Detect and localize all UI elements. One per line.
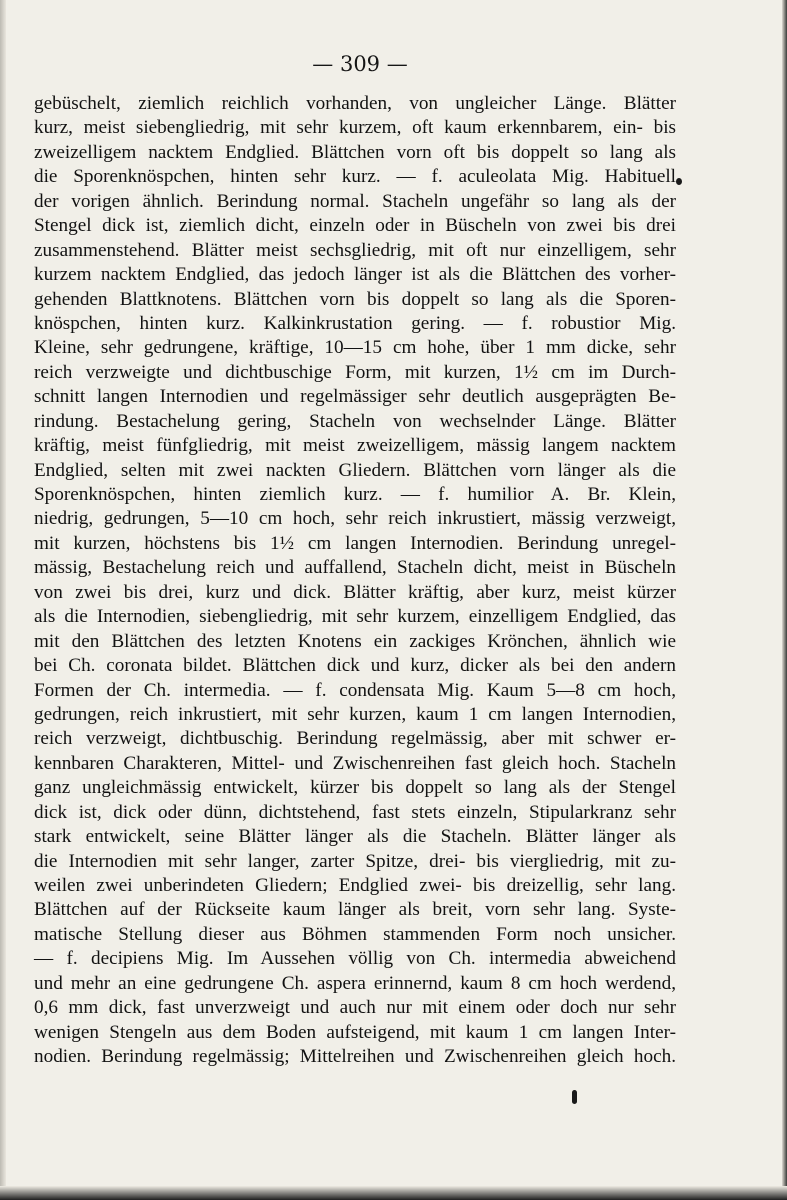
text-line: gehenden Blattknotens. Blättchen vorn bis doppelt so lang als die Sporen- bbox=[34, 288, 676, 310]
text-line: Formen der Ch. intermedia. — f. condensata Mig. Kaum 5—8 cm hoch, bbox=[34, 679, 676, 701]
text-line: zusammenstehend. Blätter meist sechsgliedrig, mit oft nur einzelligem, sehr bbox=[34, 239, 676, 261]
text-line: nodien. Berindung regelmässig; Mittelreihen und Zwischenreihen gleich hoch. bbox=[34, 1046, 676, 1068]
text-line: — f. decipiens Mig. Im Aussehen völlig von Ch. intermedia abweichend bbox=[34, 948, 676, 970]
text-line: kurzem nacktem Endglied, das jedoch länger ist als die Blättchen des vorher- bbox=[34, 264, 676, 286]
page-edge-bottom bbox=[0, 1186, 787, 1200]
text-line: stark entwickelt, seine Blätter länger als die Stacheln. Blätter länger als bbox=[34, 826, 676, 848]
ink-speck bbox=[676, 178, 682, 185]
text-line: als die Internodien, siebengliedrig, mit sehr kurzem, einzelligem Endglied, das bbox=[34, 606, 676, 628]
text-line: und mehr an eine gedrungene Ch. aspera erinnernd, kaum 8 cm hoch werdend, bbox=[34, 972, 676, 994]
text-line: weilen zwei unberindeten Gliedern; Endglied zwei- bis dreizellig, sehr lang. bbox=[34, 875, 676, 896]
text-line: mit den Blättchen des letzten Knotens ein zackiges Krönchen, ähnlich wie bbox=[34, 630, 676, 652]
text-line: schnitt langen Internodien und regelmässiger sehr deutlich ausgeprägten Be- bbox=[34, 386, 676, 408]
text-line: mässig, Bestachelung reich und auffallend, Stacheln dicht, meist in Büscheln bbox=[34, 557, 676, 579]
text-line: gedrungen, reich inkrustiert, mit sehr kurzen, kaum 1 cm langen Internodien, bbox=[34, 703, 676, 725]
text-line: Kleine, sehr gedrungene, kräftige, 10—15 cm hohe, über 1 mm dicke, sehr bbox=[34, 337, 676, 359]
text-line: matische Stellung dieser aus Böhmen stammenden Form noch unsicher. bbox=[34, 923, 676, 945]
text-line: wenigen Stengeln aus dem Boden aufsteigend, mit kaum 1 cm langen Inter- bbox=[34, 1021, 676, 1043]
text-line: kennbaren Charakteren, Mittel- und Zwischenreihen fast gleich hoch. Stacheln bbox=[34, 752, 676, 774]
text-line: der vorigen ähnlich. Berindung normal. Stacheln ungefähr so lang als der bbox=[34, 190, 676, 212]
text-line: Blättchen auf der Rückseite kaum länger als breit, vorn sehr lang. Syste- bbox=[34, 899, 676, 921]
text-line: von zwei bis drei, kurz und dick. Blätter kräftig, aber kurz, meist kürzer bbox=[34, 581, 676, 603]
page-edge-left bbox=[0, 0, 6, 1200]
page-edge-right bbox=[782, 0, 787, 1200]
text-line: reich verzweigte und dichtbuschige Form, mit kurzen, 1½ cm im Durch- bbox=[34, 361, 676, 383]
text-line: 0,6 mm dick, fast unverzweigt und auch nur mit einem oder doch nur sehr bbox=[34, 997, 676, 1019]
text-line: mit kurzen, höchstens bis 1½ cm langen Internodien. Berindung unregel- bbox=[34, 532, 676, 554]
ink-speck bbox=[572, 1090, 577, 1104]
text-line: gebüschelt, ziemlich reichlich vorhanden, von ungleicher Länge. Blätter bbox=[34, 93, 676, 114]
text-line: dick ist, dick oder dünn, dichtstehend, fast stets einzeln, Stipularkranz sehr bbox=[34, 801, 676, 823]
text-line: knöspchen, hinten kurz. Kalkinkrustation gering. — f. robustior Mig. bbox=[34, 312, 676, 334]
body-text bbox=[34, 92, 676, 1070]
text-line: reich verzweigt, dichtbuschig. Berindung regelmässig, aber mit schwer er- bbox=[34, 728, 676, 750]
text-line: kurz, meist siebengliedrig, mit sehr kurzem, oft kaum erkennbarem, ein- bis bbox=[34, 117, 676, 139]
text-line: bei Ch. coronata bildet. Blättchen dick und kurz, dicker als bei den andern bbox=[34, 655, 676, 677]
text-line: Stengel dick ist, ziemlich dicht, einzeln oder in Büscheln von zwei bis drei bbox=[34, 215, 676, 237]
text-line: kräftig, meist fünfgliedrig, mit meist zweizelligem, mässig langem nacktem bbox=[34, 435, 676, 457]
text-line: niedrig, gedrungen, 5—10 cm hoch, sehr reich inkrustiert, mässig verzweigt, bbox=[34, 508, 676, 530]
page-number-header: — 309 — bbox=[312, 52, 408, 76]
text-line: Sporenknöspchen, hinten ziemlich kurz. — f. humilior A. Br. Klein, bbox=[34, 484, 676, 505]
text-line: rindung. Bestachelung gering, Stacheln von wechselnder Länge. Blätter bbox=[34, 410, 676, 432]
text-line: die Internodien mit sehr langer, zarter Spitze, drei- bis viergliedrig, mit zu- bbox=[34, 850, 676, 872]
text-line: die Sporenknöspchen, hinten sehr kurz. — f. aculeolata Mig. Habituell bbox=[34, 166, 676, 188]
text-line: zweizelligem nacktem Endglied. Blättchen vorn oft bis doppelt so lang als bbox=[34, 141, 676, 163]
text-line: ganz ungleichmässig entwickelt, kürzer bis doppelt so lang als der Stengel bbox=[34, 777, 676, 799]
text-line: Endglied, selten mit zwei nackten Gliedern. Blättchen vorn länger als die bbox=[34, 459, 676, 481]
